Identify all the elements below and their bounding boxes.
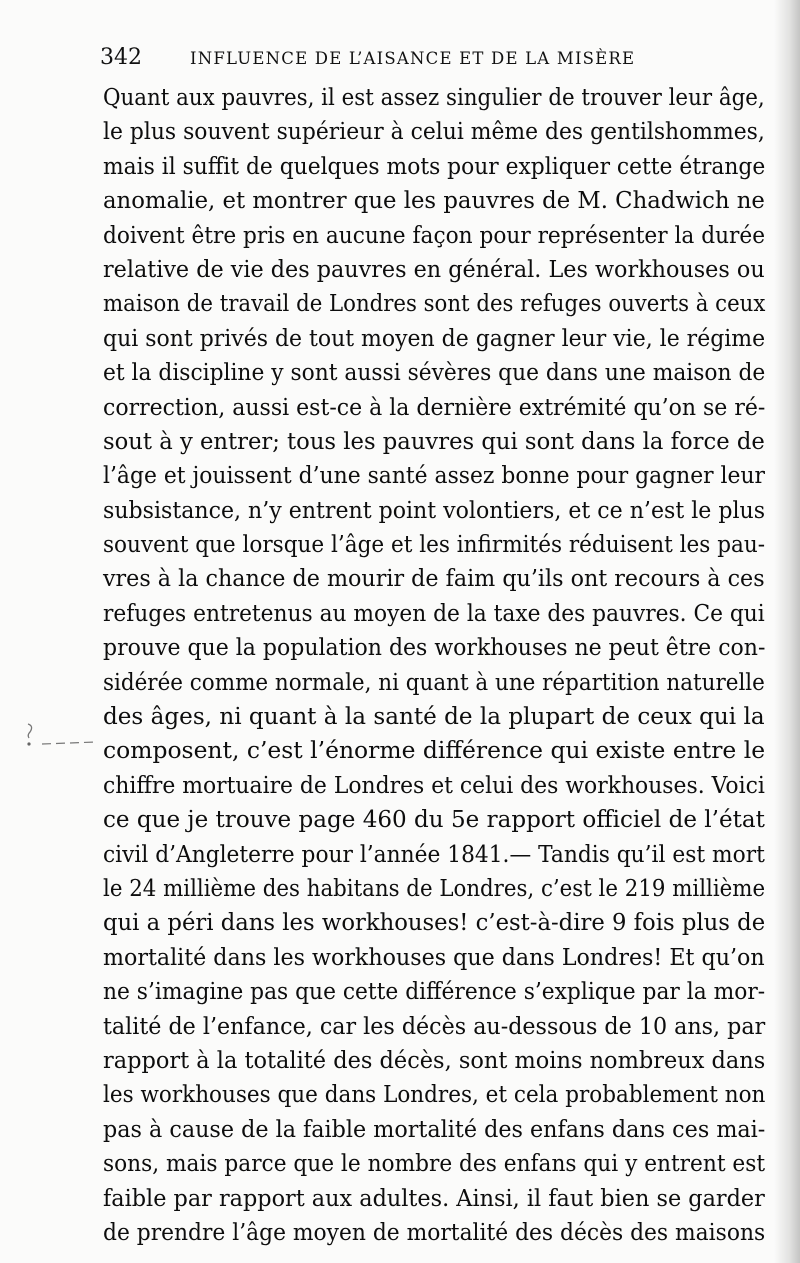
text-line: les workhouses que dans Londres, et cela probablement non	[103, 1080, 766, 1109]
text-line: rapport à la totalité des décès, sont moins nombreux dans	[103, 1045, 766, 1074]
text-line: chiffre mortuaire de Londres et celui des workhouses. Voici	[103, 770, 765, 799]
page-number: 342	[100, 45, 142, 70]
text-line: composent, c’est l’énorme différence qui existe entre le	[103, 736, 766, 765]
text-line: ce que je trouve page 460 du 5e rapport officiel de l’état	[103, 805, 765, 834]
text-line: sidérée comme normale, ni quant à une répartition naturelle	[103, 667, 765, 696]
text-line: mortalité dans les workhouses que dans Londres! Et qu’on	[103, 942, 765, 971]
text-line: des âges, ni quant à la santé de la plupart de ceux qui la	[103, 702, 765, 731]
text-line: subsistance, n’y entrent point volontiers, et ce n’est le plus	[103, 495, 766, 524]
page-edge-shadow	[774, 0, 800, 1263]
text-line: souvent que lorsque l’âge et les infirmités réduisent les pau-	[103, 530, 766, 559]
text-line: relative de vie des pauvres en général. Les workhouses ou	[103, 254, 765, 283]
text-line: mais il suffit de quelques mots pour expliquer cette étrange	[103, 151, 766, 180]
text-line: refuges entretenus au moyen de la taxe des pauvres. Ce qui	[103, 598, 765, 627]
text-line: le plus souvent supérieur à celui même des gentilshommes,	[103, 117, 765, 146]
text-line: pas à cause de la faible mortalité des enfans dans ces mai-	[103, 1114, 766, 1143]
text-line: de prendre l’âge moyen de mortalité des décès des maisons	[103, 1217, 766, 1246]
text-line: qui sont privés de tout moyen de gagner leur vie, le régime	[103, 323, 766, 352]
text-line: prouve que la population des workhouses ne peut être con-	[103, 633, 766, 662]
text-line: et la discipline y sont aussi sévères que dans une maison de	[103, 358, 766, 387]
text-line: Quant aux pauvres, il est assez singulier de trouver leur âge,	[103, 83, 765, 111]
text-line: correction, aussi est-ce à la dernière extrémité qu’on se ré-	[103, 392, 766, 421]
running-title: INFLUENCE DE L’AISANCE ET DE LA MISÈRE	[190, 49, 636, 68]
text-line: sout à y entrer; tous les pauvres qui sont dans la force de	[103, 426, 765, 455]
text-line: vres à la chance de mourir de faim qu’ils ont recours à ces	[103, 564, 765, 593]
text-line: maison de travail de Londres sont des refuges ouverts à ceux	[103, 289, 766, 318]
margin-pencil-mark	[18, 722, 98, 752]
text-line: civil d’Angleterre pour l’année 1841.— Tandis qu’il est mort	[103, 839, 765, 868]
text-line: qui a péri dans les workhouses! c’est-à-dire 9 fois plus de	[103, 908, 766, 937]
text-line: le 24 millième des habitans de Londres, c’est le 219 millième	[103, 873, 766, 902]
text-line: doivent être pris en aucune façon pour représenter la durée	[103, 220, 766, 249]
text-line: l’âge et jouissent d’une santé assez bonne pour gagner leur	[103, 461, 766, 490]
text-line: sons, mais parce que le nombre des enfans qui y entrent est	[103, 1149, 766, 1178]
body-text	[103, 80, 765, 1249]
text-line: talité de l’enfance, car les décès au-dessous de 10 ans, par	[103, 1011, 766, 1040]
text-line: faible par rapport aux adultes. Ainsi, il faut bien se garder	[103, 1183, 765, 1212]
text-line: anomalie, et montrer que les pauvres de M. Chadwich ne	[103, 186, 765, 215]
text-line: ne s’imagine pas que cette différence s’explique par la mor-	[103, 977, 766, 1006]
